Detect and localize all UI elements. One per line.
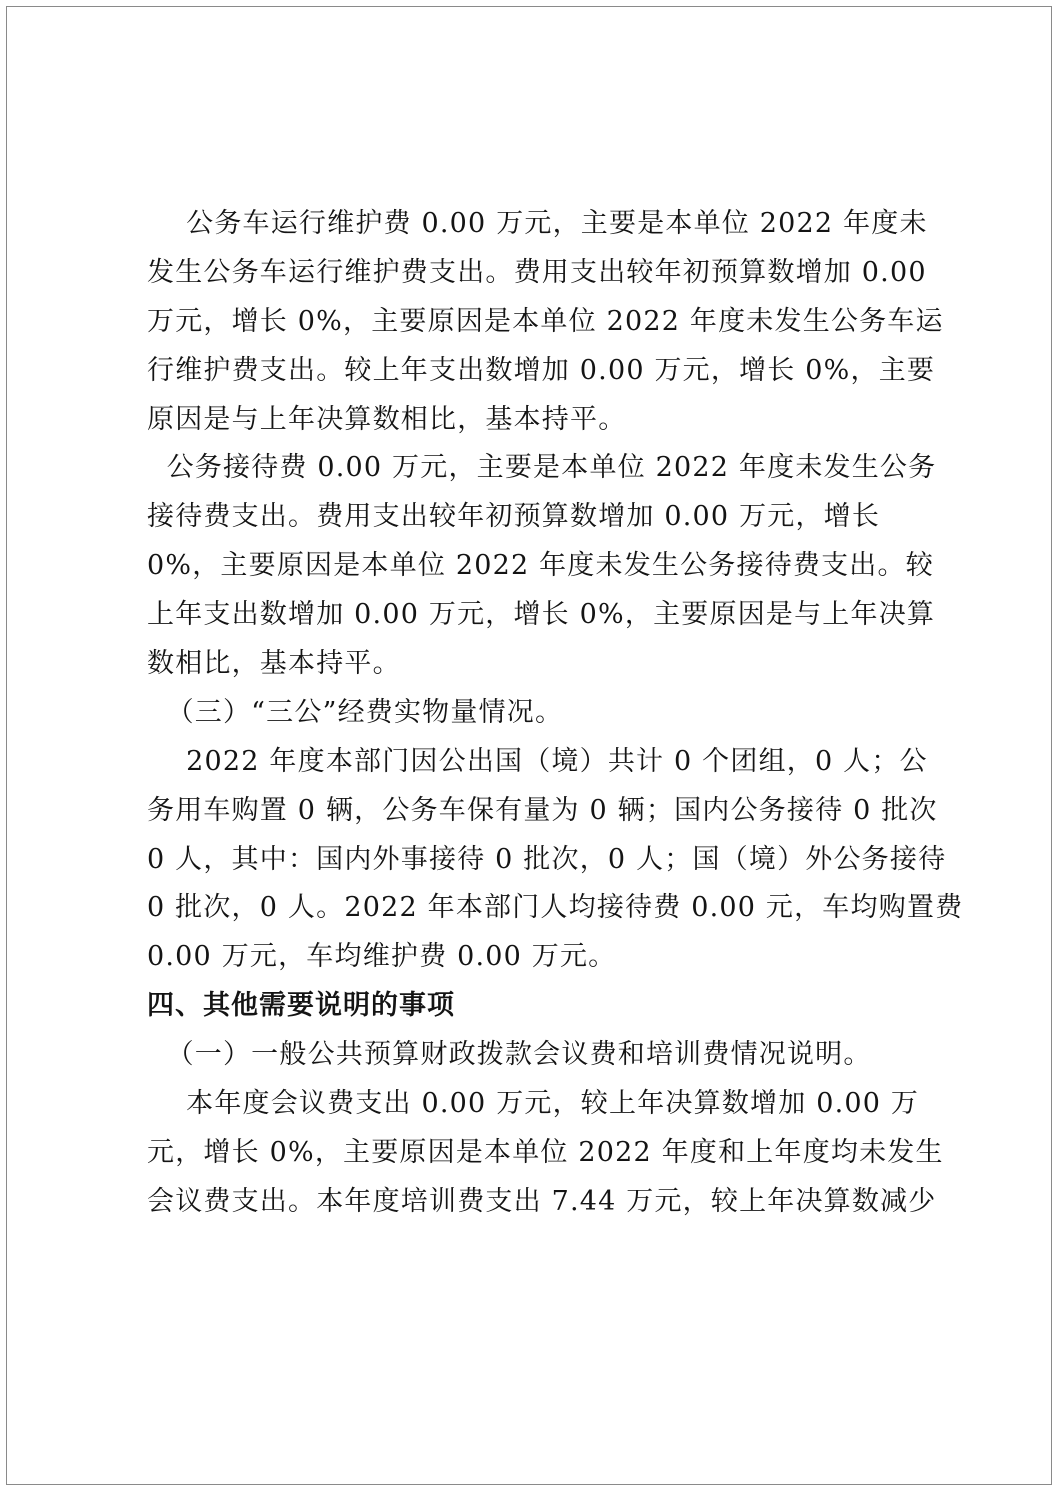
body-text-line: 行维护费支出。较上年支出数增加 0.00 万元，增长 0%，主要 <box>147 354 936 386</box>
body-text-line: 接待费支出。费用支出较年初预算数增加 0.00 万元，增长 <box>147 501 881 533</box>
body-text-line: 元，增长 0%，主要原因是本单位 2022 年度和上年度均未发生 <box>147 1136 944 1168</box>
body-text-line: 会议费支出。本年度培训费支出 7.44 万元，较上年决算数减少 <box>147 1185 937 1217</box>
body-text-line: 2022 年度本部门因公出国（境）共计 0 个团组，0 人；公 <box>147 745 928 777</box>
subsection-heading: （三）“三公”经费实物量情况。 <box>147 696 564 728</box>
body-text-line: 发生公务车运行维护费支出。费用支出较年初预算数增加 0.00 <box>147 256 927 288</box>
body-text-line: 数相比，基本持平。 <box>147 648 401 680</box>
body-text-line: 公务接待费 0.00 万元，主要是本单位 2022 年度未发生公务 <box>147 452 937 484</box>
body-text-line: 本年度会议费支出 0.00 万元，较上年决算数增加 0.00 万 <box>147 1088 920 1120</box>
document-page <box>6 6 1052 1485</box>
body-text-line: 务用车购置 0 辆，公务车保有量为 0 辆；国内公务接待 0 批次 <box>147 794 938 826</box>
body-text-line: 0%，主要原因是本单位 2022 年度未发生公务接待费支出。较 <box>147 550 934 582</box>
body-text-line: 万元，增长 0%，主要原因是本单位 2022 年度未发生公务车运 <box>147 305 944 337</box>
document-body <box>147 200 964 1227</box>
body-text-line: 原因是与上年决算数相比，基本持平。 <box>147 403 627 435</box>
body-text-line: 0 批次，0 人。2022 年本部门人均接待费 0.00 元，车均购置费 <box>147 892 964 924</box>
body-text-line: 公务车运行维护费 0.00 万元，主要是本单位 2022 年度未 <box>147 208 928 239</box>
body-text-line: 0 人，其中：国内外事接待 0 批次，0 人；国（境）外公务接待 <box>147 843 947 875</box>
body-text-line: 0.00 万元，车均维护费 0.00 万元。 <box>147 941 617 973</box>
section-heading: 四、其他需要说明的事项 <box>147 990 455 1022</box>
subsection-heading: （一）一般公共预算财政拨款会议费和培训费情况说明。 <box>147 1039 872 1071</box>
body-text-line: 上年支出数增加 0.00 万元，增长 0%，主要原因是与上年决算 <box>147 599 936 631</box>
